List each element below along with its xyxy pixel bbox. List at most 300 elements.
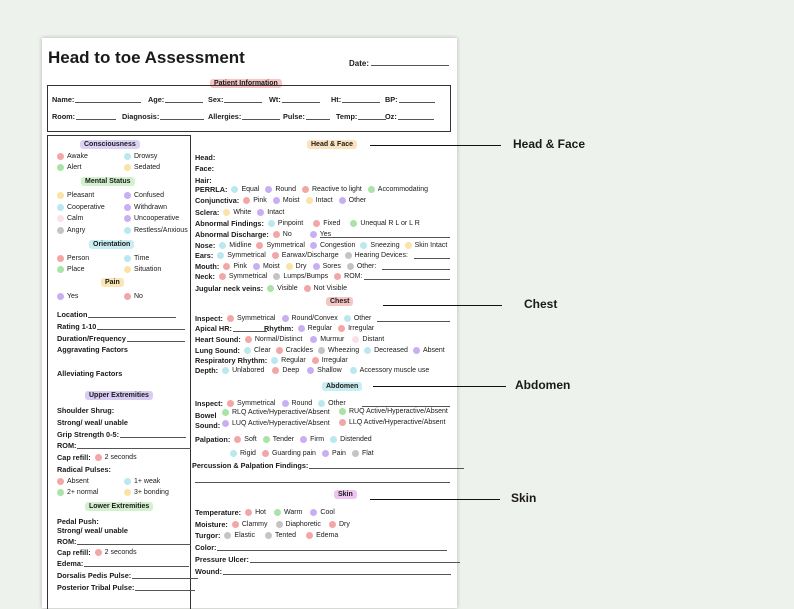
- checkbox-dot[interactable]: [124, 153, 131, 160]
- fill-line[interactable]: [77, 538, 191, 545]
- checkbox-dot[interactable]: [243, 197, 250, 204]
- option-label: Intact: [315, 197, 333, 204]
- fill-line[interactable]: [135, 584, 195, 591]
- upper-rom: [57, 441, 191, 450]
- option-regular[interactable]: [298, 325, 333, 332]
- opt-row: [124, 489, 175, 496]
- checkbox-dot[interactable]: [245, 336, 252, 343]
- checkbox-dot[interactable]: [222, 409, 229, 416]
- callout-line: [370, 499, 500, 500]
- checkbox-dot[interactable]: [268, 220, 275, 227]
- checkbox-dot[interactable]: [310, 231, 317, 238]
- option-drowsy[interactable]: [124, 153, 157, 160]
- checkbox-dot[interactable]: [312, 357, 319, 364]
- page-title: Head to toe Assessment: [48, 48, 245, 67]
- option-2-normal[interactable]: [57, 489, 98, 496]
- option-symmetrical[interactable]: [217, 252, 266, 259]
- checkbox-dot[interactable]: [313, 220, 320, 227]
- option-label: Midline: [229, 242, 252, 249]
- option-2-seconds[interactable]: [95, 454, 137, 461]
- option-decreased[interactable]: [364, 347, 408, 354]
- option-label: Hot: [255, 509, 266, 516]
- checkbox-dot[interactable]: [245, 509, 252, 516]
- checkbox-dot[interactable]: [304, 285, 311, 292]
- option-other[interactable]: [339, 197, 367, 204]
- checkbox-dot[interactable]: [350, 367, 357, 374]
- option-calm[interactable]: [57, 215, 83, 222]
- checkbox-dot[interactable]: [339, 419, 346, 426]
- checkbox-dot[interactable]: [262, 450, 269, 457]
- lower-rom: [57, 537, 191, 546]
- checkbox-dot[interactable]: [272, 367, 279, 374]
- checkbox-dot[interactable]: [57, 215, 64, 222]
- checkbox-dot[interactable]: [307, 367, 314, 374]
- checkbox-dot[interactable]: [313, 263, 320, 270]
- option-skin-intact[interactable]: [405, 242, 448, 249]
- fill-line[interactable]: [399, 96, 435, 103]
- fill-line[interactable]: [77, 442, 191, 449]
- checkbox-dot[interactable]: [345, 252, 352, 259]
- checkbox-dot[interactable]: [57, 192, 64, 199]
- option-not-visible[interactable]: [304, 285, 347, 292]
- option-label: Cool: [320, 509, 335, 516]
- rlq-row: [222, 409, 336, 416]
- checkbox-dot[interactable]: [273, 231, 280, 238]
- opt-row: [57, 153, 94, 160]
- option-confused[interactable]: [124, 192, 164, 199]
- checkbox-dot[interactable]: [334, 273, 341, 280]
- checkbox-dot[interactable]: [344, 315, 351, 322]
- fill-line[interactable]: [382, 269, 450, 270]
- option-round[interactable]: [282, 400, 313, 407]
- option-label: Dry: [295, 263, 307, 270]
- checkbox-dot[interactable]: [57, 164, 64, 171]
- opt-row: [124, 204, 173, 211]
- checkbox-dot[interactable]: [267, 285, 274, 292]
- fill-line[interactable]: [320, 237, 450, 238]
- perrla-row: [195, 185, 434, 194]
- field-label: Dorsalis Pedis Pulse:: [57, 571, 132, 580]
- checkbox-dot[interactable]: [124, 255, 131, 262]
- option-pink[interactable]: [243, 197, 267, 204]
- checkbox-dot[interactable]: [57, 204, 64, 211]
- option-label: Unequal R L or L R: [360, 220, 420, 227]
- option-normal-distinct[interactable]: [245, 336, 302, 343]
- option-other[interactable]: [344, 315, 372, 322]
- fill-line[interactable]: [364, 279, 450, 280]
- checkbox-dot[interactable]: [405, 242, 412, 249]
- fill-line[interactable]: [165, 96, 203, 103]
- fill-line[interactable]: [132, 572, 198, 579]
- patient-field-wt: [269, 95, 320, 104]
- checkbox-dot[interactable]: [231, 186, 238, 193]
- checkbox-dot[interactable]: [57, 489, 64, 496]
- option-rom-[interactable]: [334, 273, 362, 280]
- checkbox-dot[interactable]: [330, 436, 337, 443]
- option-2-seconds[interactable]: [95, 549, 137, 556]
- option-intact[interactable]: [257, 209, 284, 216]
- option-rlq-active-hyperactive-absent[interactable]: [222, 409, 330, 416]
- checkbox-dot[interactable]: [124, 478, 131, 485]
- fill-line[interactable]: [233, 325, 267, 332]
- option-tender[interactable]: [263, 436, 294, 443]
- checkbox-dot[interactable]: [217, 252, 224, 259]
- checkbox-dot[interactable]: [306, 532, 313, 539]
- fill-line[interactable]: [88, 311, 176, 318]
- checkbox-dot[interactable]: [124, 266, 131, 273]
- checkbox-dot[interactable]: [300, 436, 307, 443]
- fill-line[interactable]: [306, 113, 330, 120]
- checkbox-dot[interactable]: [223, 263, 230, 270]
- option-unequal-r-l-or-l-r[interactable]: [350, 220, 419, 227]
- option-ruq-active-hyperactive-absent[interactable]: [339, 408, 448, 415]
- option-unlabored[interactable]: [222, 367, 264, 374]
- option-no[interactable]: [124, 293, 143, 300]
- option-intact[interactable]: [306, 197, 333, 204]
- checkbox-dot[interactable]: [57, 153, 64, 160]
- checkbox-dot[interactable]: [273, 197, 280, 204]
- option-label: Awake: [67, 153, 88, 160]
- fill-line[interactable]: [76, 113, 116, 120]
- fill-line[interactable]: [224, 96, 262, 103]
- pain-rating: [57, 322, 185, 331]
- option-tented[interactable]: [265, 532, 296, 539]
- option-label: Restless/Anxious: [134, 226, 188, 234]
- fill-line[interactable]: [250, 556, 460, 563]
- option-uncooperative[interactable]: [124, 215, 179, 222]
- option-alert[interactable]: [57, 164, 81, 171]
- option-situation[interactable]: [124, 266, 161, 273]
- option-white[interactable]: [223, 209, 251, 216]
- checkbox-dot[interactable]: [124, 489, 131, 496]
- option-regular[interactable]: [271, 357, 306, 364]
- option-pain[interactable]: [322, 450, 346, 457]
- fill-line[interactable]: [398, 113, 434, 120]
- checkbox-dot[interactable]: [318, 347, 325, 354]
- fill-line[interactable]: [97, 323, 185, 330]
- checkbox-dot[interactable]: [124, 215, 131, 222]
- checkbox-dot[interactable]: [57, 266, 64, 273]
- option-firm[interactable]: [300, 436, 324, 443]
- fill-line[interactable]: [84, 560, 189, 567]
- option-rigid[interactable]: [230, 450, 256, 457]
- checkbox-dot[interactable]: [368, 186, 375, 193]
- checkbox-dot[interactable]: [124, 192, 131, 199]
- moisture-row: [195, 520, 358, 529]
- checkbox-dot[interactable]: [222, 367, 229, 374]
- option-label: Earwax/Discharge: [281, 252, 339, 259]
- fill-line[interactable]: [309, 462, 464, 469]
- option-wheezing[interactable]: [318, 347, 359, 354]
- checkbox-dot[interactable]: [224, 532, 231, 539]
- option-crackles[interactable]: [276, 347, 313, 354]
- option-label: RUQ Active/Hyperactive/Absent: [349, 408, 448, 415]
- option-guarding-pain[interactable]: [262, 450, 316, 457]
- option-label: Absent: [422, 347, 445, 354]
- option-awake[interactable]: [57, 153, 88, 160]
- option-murmur[interactable]: [310, 336, 344, 343]
- lower-extremities-header: Lower Extremities: [85, 502, 153, 511]
- patient-field-temp: [336, 112, 386, 121]
- option-soft[interactable]: [234, 436, 256, 443]
- checkbox-dot[interactable]: [302, 186, 309, 193]
- option-no[interactable]: [273, 231, 292, 238]
- option-irregular[interactable]: [312, 357, 348, 364]
- checkbox-dot[interactable]: [234, 436, 241, 443]
- fill-line[interactable]: [195, 482, 450, 483]
- option-diaphoretic[interactable]: [276, 521, 321, 528]
- chest-header: Chest: [326, 297, 353, 306]
- checkbox-dot[interactable]: [230, 450, 237, 457]
- option-visible[interactable]: [267, 285, 298, 292]
- checkbox-dot[interactable]: [360, 242, 367, 249]
- row-label: Abnormal Discharge:: [195, 230, 269, 239]
- checkbox-dot[interactable]: [318, 400, 325, 407]
- option-place[interactable]: [57, 266, 85, 273]
- fill-line[interactable]: [217, 544, 447, 551]
- fill-line[interactable]: [160, 113, 204, 120]
- checkbox-dot[interactable]: [310, 509, 317, 516]
- checkbox-dot[interactable]: [271, 357, 278, 364]
- option-withdrawn[interactable]: [124, 204, 167, 211]
- option-irregular[interactable]: [338, 325, 374, 332]
- checkbox-dot[interactable]: [256, 242, 263, 249]
- opt-row: [57, 164, 87, 171]
- row-label: Neck:: [195, 272, 215, 281]
- hair-field: Hair:: [195, 176, 212, 185]
- checkbox-dot[interactable]: [95, 549, 102, 556]
- option-label: ROM:: [344, 273, 363, 280]
- fill-line[interactable]: [358, 113, 386, 120]
- option-congestion[interactable]: [310, 242, 355, 249]
- option-label: 3+ bonding: [134, 489, 169, 496]
- fill-line[interactable]: [342, 96, 380, 103]
- option-label: Sedated: [134, 164, 161, 171]
- head-face-header: Head & Face: [307, 140, 357, 149]
- checkbox-dot[interactable]: [413, 347, 420, 354]
- fill-line[interactable]: [127, 335, 185, 342]
- checkbox-dot[interactable]: [223, 209, 230, 216]
- fill-line[interactable]: [377, 321, 450, 322]
- option-flat[interactable]: [352, 450, 374, 457]
- checkbox-dot[interactable]: [263, 436, 270, 443]
- checkbox-dot[interactable]: [124, 227, 131, 234]
- checkbox-dot[interactable]: [219, 273, 226, 280]
- checkbox-dot[interactable]: [310, 242, 317, 249]
- option-label: Visible: [277, 285, 298, 292]
- option-label: Elastic: [234, 532, 256, 539]
- checkbox-dot[interactable]: [274, 509, 281, 516]
- option-round-convex[interactable]: [282, 315, 338, 322]
- field-label: Name:: [52, 95, 75, 104]
- checkbox-dot[interactable]: [276, 521, 283, 528]
- option-fixed[interactable]: [313, 220, 340, 227]
- checkbox-dot[interactable]: [124, 293, 131, 300]
- option-dry[interactable]: [286, 263, 307, 270]
- option-distended[interactable]: [330, 436, 372, 443]
- checkbox-dot[interactable]: [329, 521, 336, 528]
- option-reactive-to-light[interactable]: [302, 186, 362, 193]
- option-label: Flat: [361, 450, 374, 457]
- option-earwax-discharge[interactable]: [272, 252, 339, 259]
- fill-line[interactable]: [120, 431, 186, 438]
- checkbox-dot[interactable]: [306, 197, 313, 204]
- option-label: Unlabored: [232, 367, 265, 374]
- option-label: Irregular: [321, 357, 348, 364]
- option-symmetrical[interactable]: [256, 242, 305, 249]
- option-moist[interactable]: [253, 263, 280, 270]
- patient-field-oz: [385, 112, 434, 121]
- option-other[interactable]: [318, 400, 346, 407]
- option-absent[interactable]: [413, 347, 445, 354]
- lung-sound-row: [195, 346, 450, 355]
- option-pink[interactable]: [223, 263, 247, 270]
- option-moist[interactable]: [273, 197, 300, 204]
- opt-row: [57, 478, 95, 485]
- checkbox-dot[interactable]: [244, 347, 251, 354]
- option-symmetrical[interactable]: [219, 273, 268, 280]
- pain-header: Pain: [101, 278, 124, 287]
- option-label: Edema: [316, 532, 339, 539]
- option-3-bonding[interactable]: [124, 489, 169, 496]
- checkbox-dot[interactable]: [227, 315, 234, 322]
- checkbox-dot[interactable]: [272, 252, 279, 259]
- option-label: Other: [353, 315, 372, 322]
- fill-line[interactable]: [223, 568, 451, 575]
- option-angry[interactable]: [57, 227, 85, 234]
- checkbox-dot[interactable]: [310, 336, 317, 343]
- option-pleasant[interactable]: [57, 192, 94, 199]
- checkbox-dot[interactable]: [352, 336, 359, 343]
- option-other-[interactable]: [347, 263, 376, 270]
- checkbox-dot[interactable]: [339, 197, 346, 204]
- option-accessory-muscle-use[interactable]: [350, 367, 430, 374]
- checkbox-dot[interactable]: [347, 263, 354, 270]
- checkbox-dot[interactable]: [57, 227, 64, 234]
- option-midline[interactable]: [219, 242, 251, 249]
- checkbox-dot[interactable]: [124, 204, 131, 211]
- option-1-weak[interactable]: [124, 478, 160, 485]
- option-lumps-bumps[interactable]: [273, 273, 328, 280]
- option-label: Tented: [275, 532, 297, 539]
- checkbox-dot[interactable]: [364, 347, 371, 354]
- field-label: Edema:: [57, 559, 84, 568]
- option-shallow[interactable]: [307, 367, 342, 374]
- checkbox-dot[interactable]: [338, 325, 345, 332]
- checkbox-dot[interactable]: [265, 186, 272, 193]
- checkbox-dot[interactable]: [219, 242, 226, 249]
- checkbox-dot[interactable]: [265, 532, 272, 539]
- option-elastic[interactable]: [224, 532, 255, 539]
- option-distant[interactable]: [352, 336, 384, 343]
- fill-line[interactable]: [75, 96, 141, 103]
- dorsalis-pulse: [57, 571, 198, 580]
- option-sedated[interactable]: [124, 164, 160, 171]
- checkbox-dot[interactable]: [350, 220, 357, 227]
- checkbox-dot[interactable]: [276, 347, 283, 354]
- option-llq-active-hyperactive-absent[interactable]: [339, 419, 446, 426]
- option-pinpoint[interactable]: [268, 220, 303, 227]
- option-label: 2 seconds: [104, 454, 137, 461]
- checkbox-dot[interactable]: [282, 315, 289, 322]
- option-clammy[interactable]: [232, 521, 268, 528]
- checkbox-dot[interactable]: [286, 263, 293, 270]
- option-hot[interactable]: [245, 509, 266, 516]
- option-cool[interactable]: [310, 509, 334, 516]
- option-sores[interactable]: [313, 263, 341, 270]
- bowel-label: Bowel: [195, 411, 217, 420]
- field-label: Room:: [52, 112, 76, 121]
- option-person[interactable]: [57, 255, 89, 262]
- option-hearing-devices-[interactable]: [345, 252, 408, 259]
- option-accommodating[interactable]: [368, 186, 428, 193]
- option-dry[interactable]: [329, 521, 350, 528]
- fill-line[interactable]: [242, 113, 280, 120]
- option-time[interactable]: [124, 255, 149, 262]
- option-sneezing[interactable]: [360, 242, 399, 249]
- patient-field-bp: [385, 95, 435, 104]
- option-label: Clammy: [241, 521, 268, 528]
- option-label: Pink: [233, 263, 247, 270]
- checkbox-dot[interactable]: [253, 263, 260, 270]
- checkbox-dot[interactable]: [57, 255, 64, 262]
- option-label: Yes: [319, 231, 332, 238]
- option-symmetrical[interactable]: [227, 400, 276, 407]
- opt-row: [57, 293, 84, 300]
- option-warm[interactable]: [274, 509, 302, 516]
- checkbox-dot[interactable]: [257, 209, 264, 216]
- option-yes[interactable]: [57, 293, 78, 300]
- checkbox-dot[interactable]: [298, 325, 305, 332]
- nose-row: [195, 241, 452, 250]
- option-label: Round: [275, 186, 296, 193]
- option-restless-anxious[interactable]: [124, 227, 188, 234]
- option-deep[interactable]: [272, 367, 299, 374]
- option-cooperative[interactable]: [57, 204, 105, 211]
- option-absent[interactable]: [57, 478, 89, 485]
- option-round[interactable]: [265, 186, 296, 193]
- option-label: Angry: [67, 226, 86, 234]
- ears-row: [195, 251, 414, 260]
- chest-inspect-row: [195, 314, 377, 323]
- checkbox-dot[interactable]: [232, 521, 239, 528]
- checkbox-dot[interactable]: [222, 420, 229, 427]
- checkbox-dot[interactable]: [273, 273, 280, 280]
- checkbox-dot[interactable]: [322, 450, 329, 457]
- checkbox-dot[interactable]: [95, 454, 102, 461]
- option-luq-active-hyperactive-absent[interactable]: [222, 420, 330, 427]
- checkbox-dot[interactable]: [339, 408, 346, 415]
- fill-line[interactable]: [362, 406, 450, 407]
- checkbox-dot[interactable]: [57, 293, 64, 300]
- checkbox-dot[interactable]: [352, 450, 359, 457]
- option-label: Clear: [253, 347, 271, 354]
- option-label: Alert: [67, 164, 82, 171]
- option-label: Pleasant: [67, 192, 95, 199]
- checkbox-dot[interactable]: [227, 400, 234, 407]
- checkbox-dot[interactable]: [124, 164, 131, 171]
- option-edema[interactable]: [306, 532, 338, 539]
- fill-line[interactable]: [414, 258, 450, 259]
- option-label: Sores: [322, 263, 341, 270]
- option-clear[interactable]: [244, 347, 271, 354]
- option-symmetrical[interactable]: [227, 315, 276, 322]
- checkbox-dot[interactable]: [282, 400, 289, 407]
- option-equal[interactable]: [231, 186, 259, 193]
- checkbox-dot[interactable]: [57, 478, 64, 485]
- fill-line[interactable]: [282, 96, 320, 103]
- option-label: Pinpoint: [277, 220, 304, 227]
